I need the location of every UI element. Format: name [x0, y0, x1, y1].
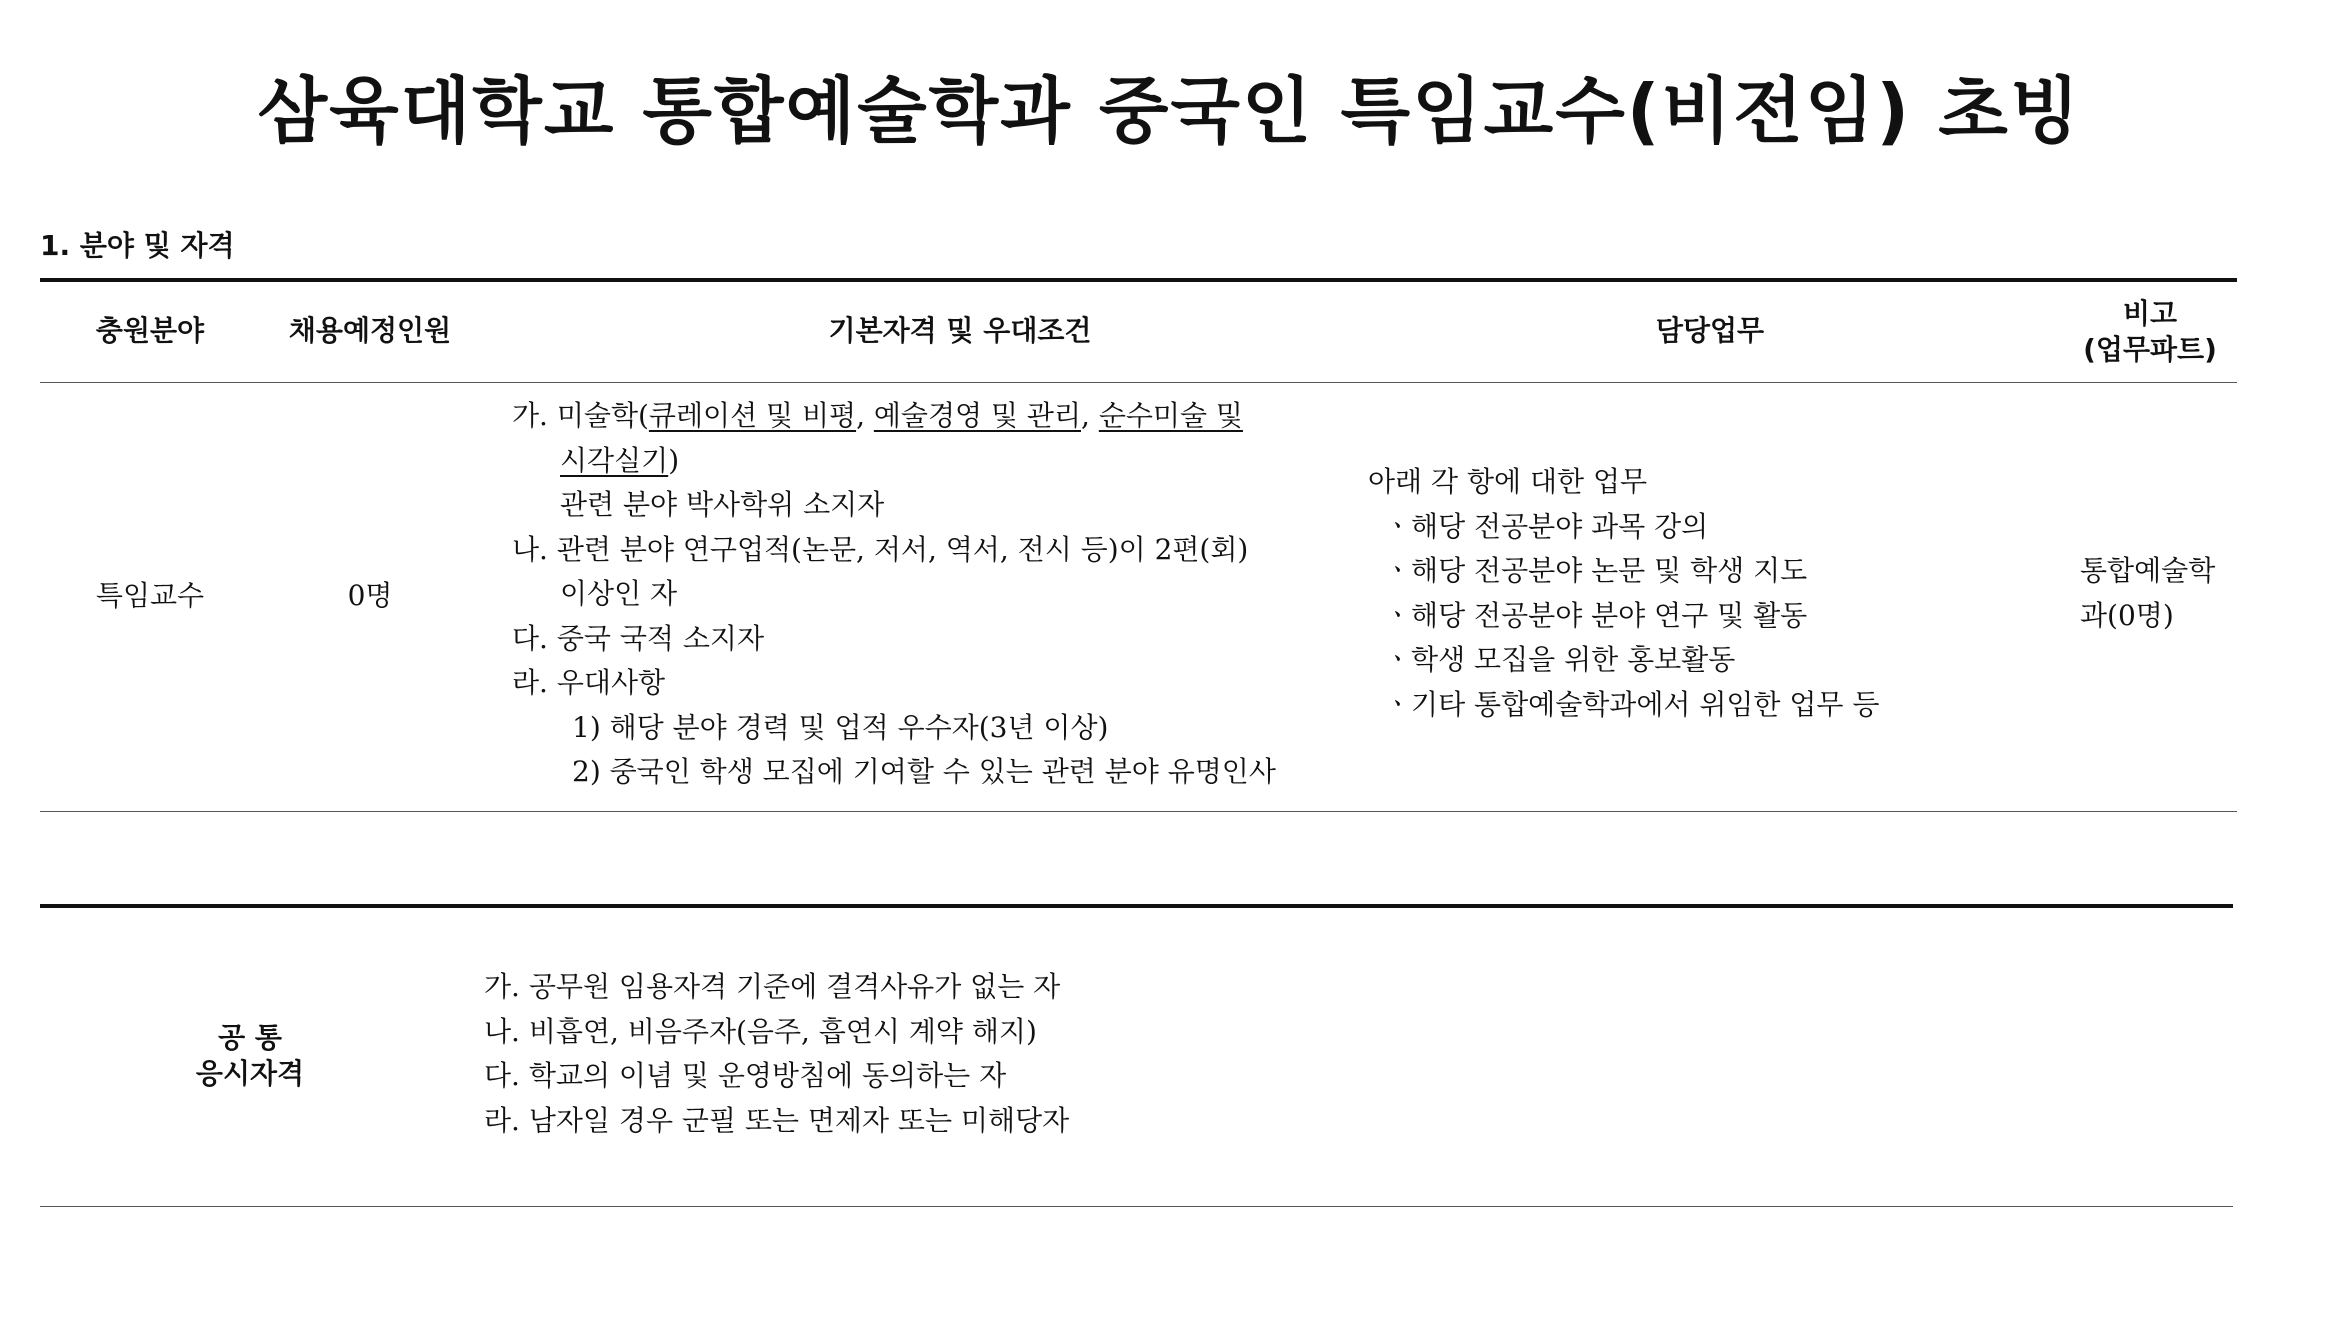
duty-item: ㆍ해당 전공분야 분야 연구 및 활동: [1384, 598, 1808, 632]
common-requirement-item: 라. 남자일 경우 군필 또는 면제자 또는 미해당자: [484, 1103, 1070, 1137]
common-label: [150, 1020, 350, 1092]
duty-item: ㆍ기타 통합예술학과에서 위임한 업무 등: [1384, 687, 1880, 721]
qualification-item-da: 다. 중국 국적 소지자: [512, 621, 764, 655]
cell-remarks: [2080, 549, 2280, 638]
page-title: 삼육대학교 통합예술학과 중국인 특임교수(비전임) 초빙: [257, 69, 2082, 153]
cell-qualification: [512, 394, 1352, 795]
common-bottom-rule: [40, 1206, 2233, 1207]
remarks-line2: 과(0명): [2080, 598, 2174, 632]
common-top-rule: [40, 904, 2233, 908]
header-qualification: 기본자격 및 우대조건: [828, 314, 1092, 347]
common-requirements: [484, 965, 1384, 1143]
section-heading: 1. 분야 및 자격: [40, 229, 235, 262]
common-requirement-item: 다. 학교의 이념 및 운영방침에 동의하는 자: [484, 1059, 1007, 1092]
preference-item-2: 2) 중국인 학생 모집에 기여할 수 있는 관련 분야 유명인사: [572, 755, 1276, 788]
duties-intro: 아래 각 항에 대한 업무: [1368, 465, 1648, 498]
qualification-item-na: 나. 관련 분야 연구업적(논문, 저서, 역서, 전시 등)이 2편(회): [512, 532, 1249, 566]
qualification-item-ga: 가. 미술학(큐레이션 및 비평, 예술경영 및 관리, 순수미술 및: [512, 399, 1243, 432]
qualification-item-ga-line2: 시각실기): [560, 443, 680, 477]
qualification-item-ra: 라. 우대사항: [512, 666, 666, 699]
table-header-divider: [40, 382, 2237, 383]
cell-count: 0명: [347, 579, 393, 612]
qualification-item-ga-line3: 관련 분야 박사학위 소지자: [560, 488, 885, 521]
header-remarks: [2040, 296, 2260, 368]
header-duties: 담당업무: [1655, 314, 1765, 347]
header-field: 충원분야: [95, 314, 205, 347]
duty-item: ㆍ해당 전공분야 논문 및 학생 지도: [1384, 554, 1808, 587]
remarks-line1: 통합예술학: [2080, 554, 2216, 587]
duty-item: ㆍ학생 모집을 위한 홍보활동: [1384, 643, 1736, 676]
common-requirement-item: 가. 공무원 임용자격 기준에 결격사유가 없는 자: [484, 970, 1061, 1003]
qualification-item-na-line2: 이상인 자: [560, 577, 678, 610]
header-remarks-line1: 비고: [2122, 297, 2178, 330]
common-label-line2: 응시자격: [195, 1057, 305, 1090]
duty-item: ㆍ해당 전공분야 과목 강의: [1384, 509, 1709, 543]
common-requirement-item: 나. 비흡연, 비음주자(음주, 흡연시 계약 해지): [484, 1014, 1037, 1048]
preference-item-1: 1) 해당 분야 경력 및 업적 우수자(3년 이상): [572, 710, 1109, 744]
cell-field: 특임교수: [95, 579, 205, 612]
header-remarks-line2: (업무파트): [2083, 333, 2217, 366]
header-count: 채용예정인원: [288, 314, 452, 347]
table-top-rule: [40, 278, 2237, 282]
cell-duties: [1368, 460, 1928, 727]
common-label-line1: 공 통: [218, 1021, 282, 1054]
table-bottom-rule: [40, 811, 2237, 812]
